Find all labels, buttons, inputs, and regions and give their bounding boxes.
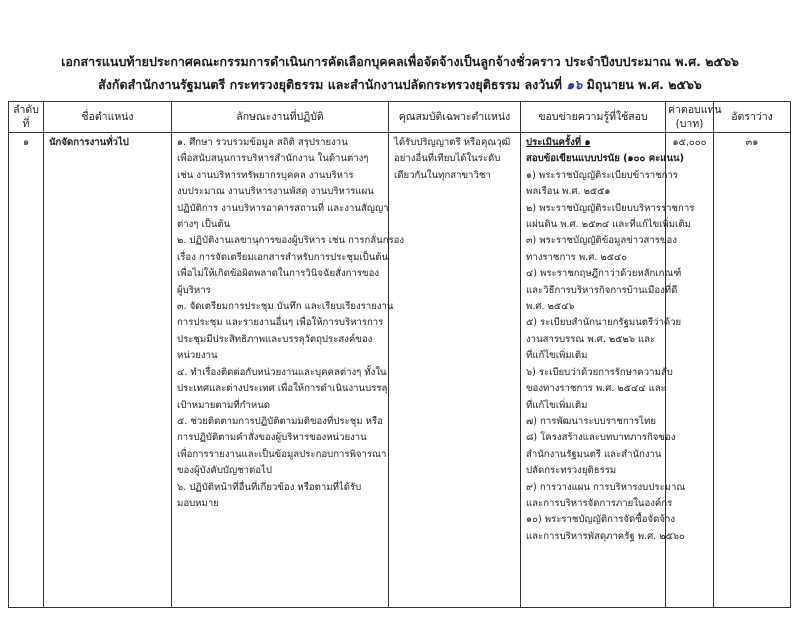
- exam-topic-line: ๑) พระราชบัญญัติระเบียบข้าราชการ: [526, 169, 678, 181]
- title-line2-suffix: มิถุนายน พ.ศ. ๒๕๖๖: [586, 77, 702, 92]
- document-title-line1: เอกสารแนบท้ายประกาศคณะกรรมการดำเนินการคัดเลือกบุคคลเพื่อจัดจ้างเป็นลูกจ้างชั่วคราว ประจำปีงบประมาณ พ.ศ. ๒๕๖๖: [61, 54, 739, 69]
- duty-line: เพื่อไม่ให้เกิดข้อผิดพลาดในการวินิจฉัยสั่งการของ: [177, 268, 380, 280]
- exam-topic-line: ๗) การพัฒนาระบบราชการไทย: [526, 415, 656, 427]
- exam-topic-line: สำนักงานรัฐมนตรี และสำนักงาน: [526, 448, 662, 460]
- duty-line: มอบหมาย: [177, 497, 219, 509]
- cell-qualifications: [389, 133, 521, 608]
- qualification-line: ได้รับปริญญาตรี หรือคุณวุฒิ: [394, 137, 511, 148]
- exam-topic-line: ๙) การวางแผน การบริหารงบประมาณ: [526, 481, 686, 493]
- exam-topic-line: ๖) ระเบียบว่าด้วยการรักษาความลับ: [526, 366, 673, 378]
- duty-line: ๕. ช่วยติดตามการปฏิบัติตามมติของที่ประชุม หรือ: [177, 415, 383, 427]
- header-no-line2: ที่: [22, 118, 30, 130]
- duty-line: ปฏิบัติการ งานบริหารอาคารสถานที่ และงานสัญญา: [177, 202, 389, 214]
- duty-line: ๒. ปฏิบัติงานเลขานุการของผู้บริหาร เช่น การกลั่นกรอง: [177, 235, 405, 247]
- exam-topic-line: พ.ศ. ๒๕๔๖: [526, 301, 575, 313]
- cell-duties: [172, 133, 405, 608]
- position-table: [8, 101, 791, 608]
- exam-topic-line: และวิธีการบริหารกิจการบ้านเมืองที่ดี: [526, 284, 678, 296]
- header-vacancies: อัตราว่าง: [714, 102, 791, 133]
- exam-topic-line: ๔) พระราชกฤษฎีกาว่าด้วยหลักเกณฑ์: [526, 268, 682, 280]
- exam-topic-line: พลเรือน พ.ศ. ๒๕๕๑: [526, 186, 611, 198]
- table-row: [9, 133, 791, 608]
- header-salary-line2: (บาท): [675, 118, 704, 130]
- exam-topic-line: ๕) ระเบียบสำนักนายกรัฐมนตรีว่าด้วย: [526, 317, 682, 329]
- header-duties: ลักษณะงานที่ปฏิบัติ: [172, 102, 389, 133]
- table-header-row: [9, 102, 791, 133]
- exam-topic-line: ทางราชการ พ.ศ. ๒๕๔๐: [526, 251, 628, 263]
- exam-topic-line: และการบริหารจัดการภายในองค์กร: [526, 497, 673, 509]
- exam-topic-line: ของทางราชการ พ.ศ. ๒๕๔๔ และ: [526, 383, 666, 395]
- cell-vacancies: ๓๑: [714, 133, 791, 608]
- exam-round-heading: ประเมินครั้งที่ ๑: [526, 137, 591, 148]
- header-qualifications: คุณสมบัติเฉพาะตำแหน่ง: [389, 102, 521, 133]
- exam-topic-line: งานสารบรรณ พ.ศ. ๒๕๒๖ และ: [526, 333, 656, 345]
- duty-line: ผู้บริหาร: [177, 284, 211, 296]
- exam-topic-line: ที่แก้ไขเพิ่มเติม: [526, 399, 588, 411]
- title-line2-prefix: สังกัดสำนักงานรัฐมนตรี กระทรวงยุติธรรม และสำนักงานปลัดกระทรวงยุติธรรม ลงวันที่: [98, 77, 563, 92]
- header-exam-scope: ขอบข่ายความรู้ที่ใช้สอบ: [521, 102, 666, 133]
- exam-topic-line: ที่แก้ไขเพิ่มเติม: [526, 350, 588, 362]
- duty-line: เช่น งานบริหารทรัพยากรบุคคล งานบริหาร: [177, 169, 354, 181]
- exam-topic-line: ๒) พระราชบัญญัติระเบียบบริหารราชการ: [526, 202, 695, 214]
- cell-salary: ๑๕,๐๐๐: [666, 133, 714, 608]
- exam-topic-line: ๑๐) พระราชบัญญัติการจัดซื้อจัดจ้าง: [526, 514, 676, 526]
- duty-line: ของผู้บังคับบัญชาต่อไป: [177, 465, 272, 477]
- header-no-line1: ลำดับ: [13, 104, 39, 116]
- header-position: ชื่อตำแหน่ง: [44, 102, 172, 133]
- header-salary-line1: ค่าตอบแทน: [668, 104, 722, 116]
- duty-line: ๔. ทำเรื่องติดต่อกับหน่วยงานและบุคคลต่างๆ ทั้งใน: [177, 366, 387, 378]
- cell-no: ๑: [9, 133, 44, 608]
- duty-line: ๓. จัดเตรียมการประชุม บันทึก และเรียบเรียงรายงาน: [177, 301, 394, 313]
- header-no: [9, 102, 44, 133]
- exam-topic-line: ๓) พระราชบัญญัติข้อมูลข่าวสารของ: [526, 235, 677, 247]
- duty-line: ประชุมมีประสิทธิภาพและบรรลุวัตถุประสงค์ของ: [177, 333, 373, 345]
- exam-topic-line: แผ่นดิน พ.ศ. ๒๕๓๔ และที่แก้ไขเพิ่มเติม: [526, 219, 691, 231]
- duty-line: เพื่อการรายงานและเป็นข้อมูลประกอบการพิจารณา: [177, 448, 387, 460]
- handwritten-date-day: ๑๖: [566, 77, 583, 92]
- duty-line: เพื่อสนับสนุนการบริหารสำนักงาน ในด้านต่างๆ: [177, 153, 369, 165]
- exam-type-subheading: สอบข้อเขียนแบบปรนัย (๑๐๐ คะแนน): [526, 153, 684, 165]
- duty-line: ๖. ปฏิบัติหน้าที่อื่นที่เกี่ยวข้อง หรือตามที่ได้รับ: [177, 481, 362, 493]
- exam-topic-line: ๘) โครงสร้างและบทบาทภารกิจของ: [526, 432, 676, 444]
- exam-topic-line: ปลัดกระทรวงยุติธรรม: [526, 465, 617, 477]
- duty-line: การประชุม และรายงานอื่นๆ เพื่อให้การบริหารการ: [177, 317, 384, 329]
- duty-line: ๑. ศึกษา รวบรวมข้อมูล สถิติ สรุปรายงาน: [177, 137, 348, 148]
- duty-line: ประเทศและต่างประเทศ เพื่อให้การดำเนินงานบรรลุ: [177, 383, 388, 395]
- header-salary: [666, 102, 722, 133]
- duty-line: งบประมาณ งานบริหารงานพัสดุ งานบริหารแผน: [177, 186, 374, 198]
- document-title-line2: [0, 75, 800, 95]
- duty-line: หน่วยงาน: [177, 350, 218, 362]
- duty-line: เรื่อง การจัดเตรียมเอกสารสำหรับการประชุมเป็นต้น: [177, 251, 389, 263]
- exam-topic-line: และการบริหารพัสดุภาครัฐ พ.ศ. ๒๕๖๐: [526, 530, 685, 542]
- duty-line: ต่างๆ เป็นต้น: [177, 219, 231, 231]
- qualification-line: เดียวกันในทุกสาขาวิชา: [394, 169, 491, 181]
- duty-line: เป้าหมายตามที่กำหนด: [177, 399, 270, 411]
- cell-position: นักจัดการงานทั่วไป: [44, 133, 172, 608]
- qualification-line: อย่างอื่นที่เทียบได้ในระดับ: [394, 153, 501, 165]
- duty-line: การปฏิบัติตามคำสั่งของผู้บริหารของหน่วยงาน: [177, 432, 367, 444]
